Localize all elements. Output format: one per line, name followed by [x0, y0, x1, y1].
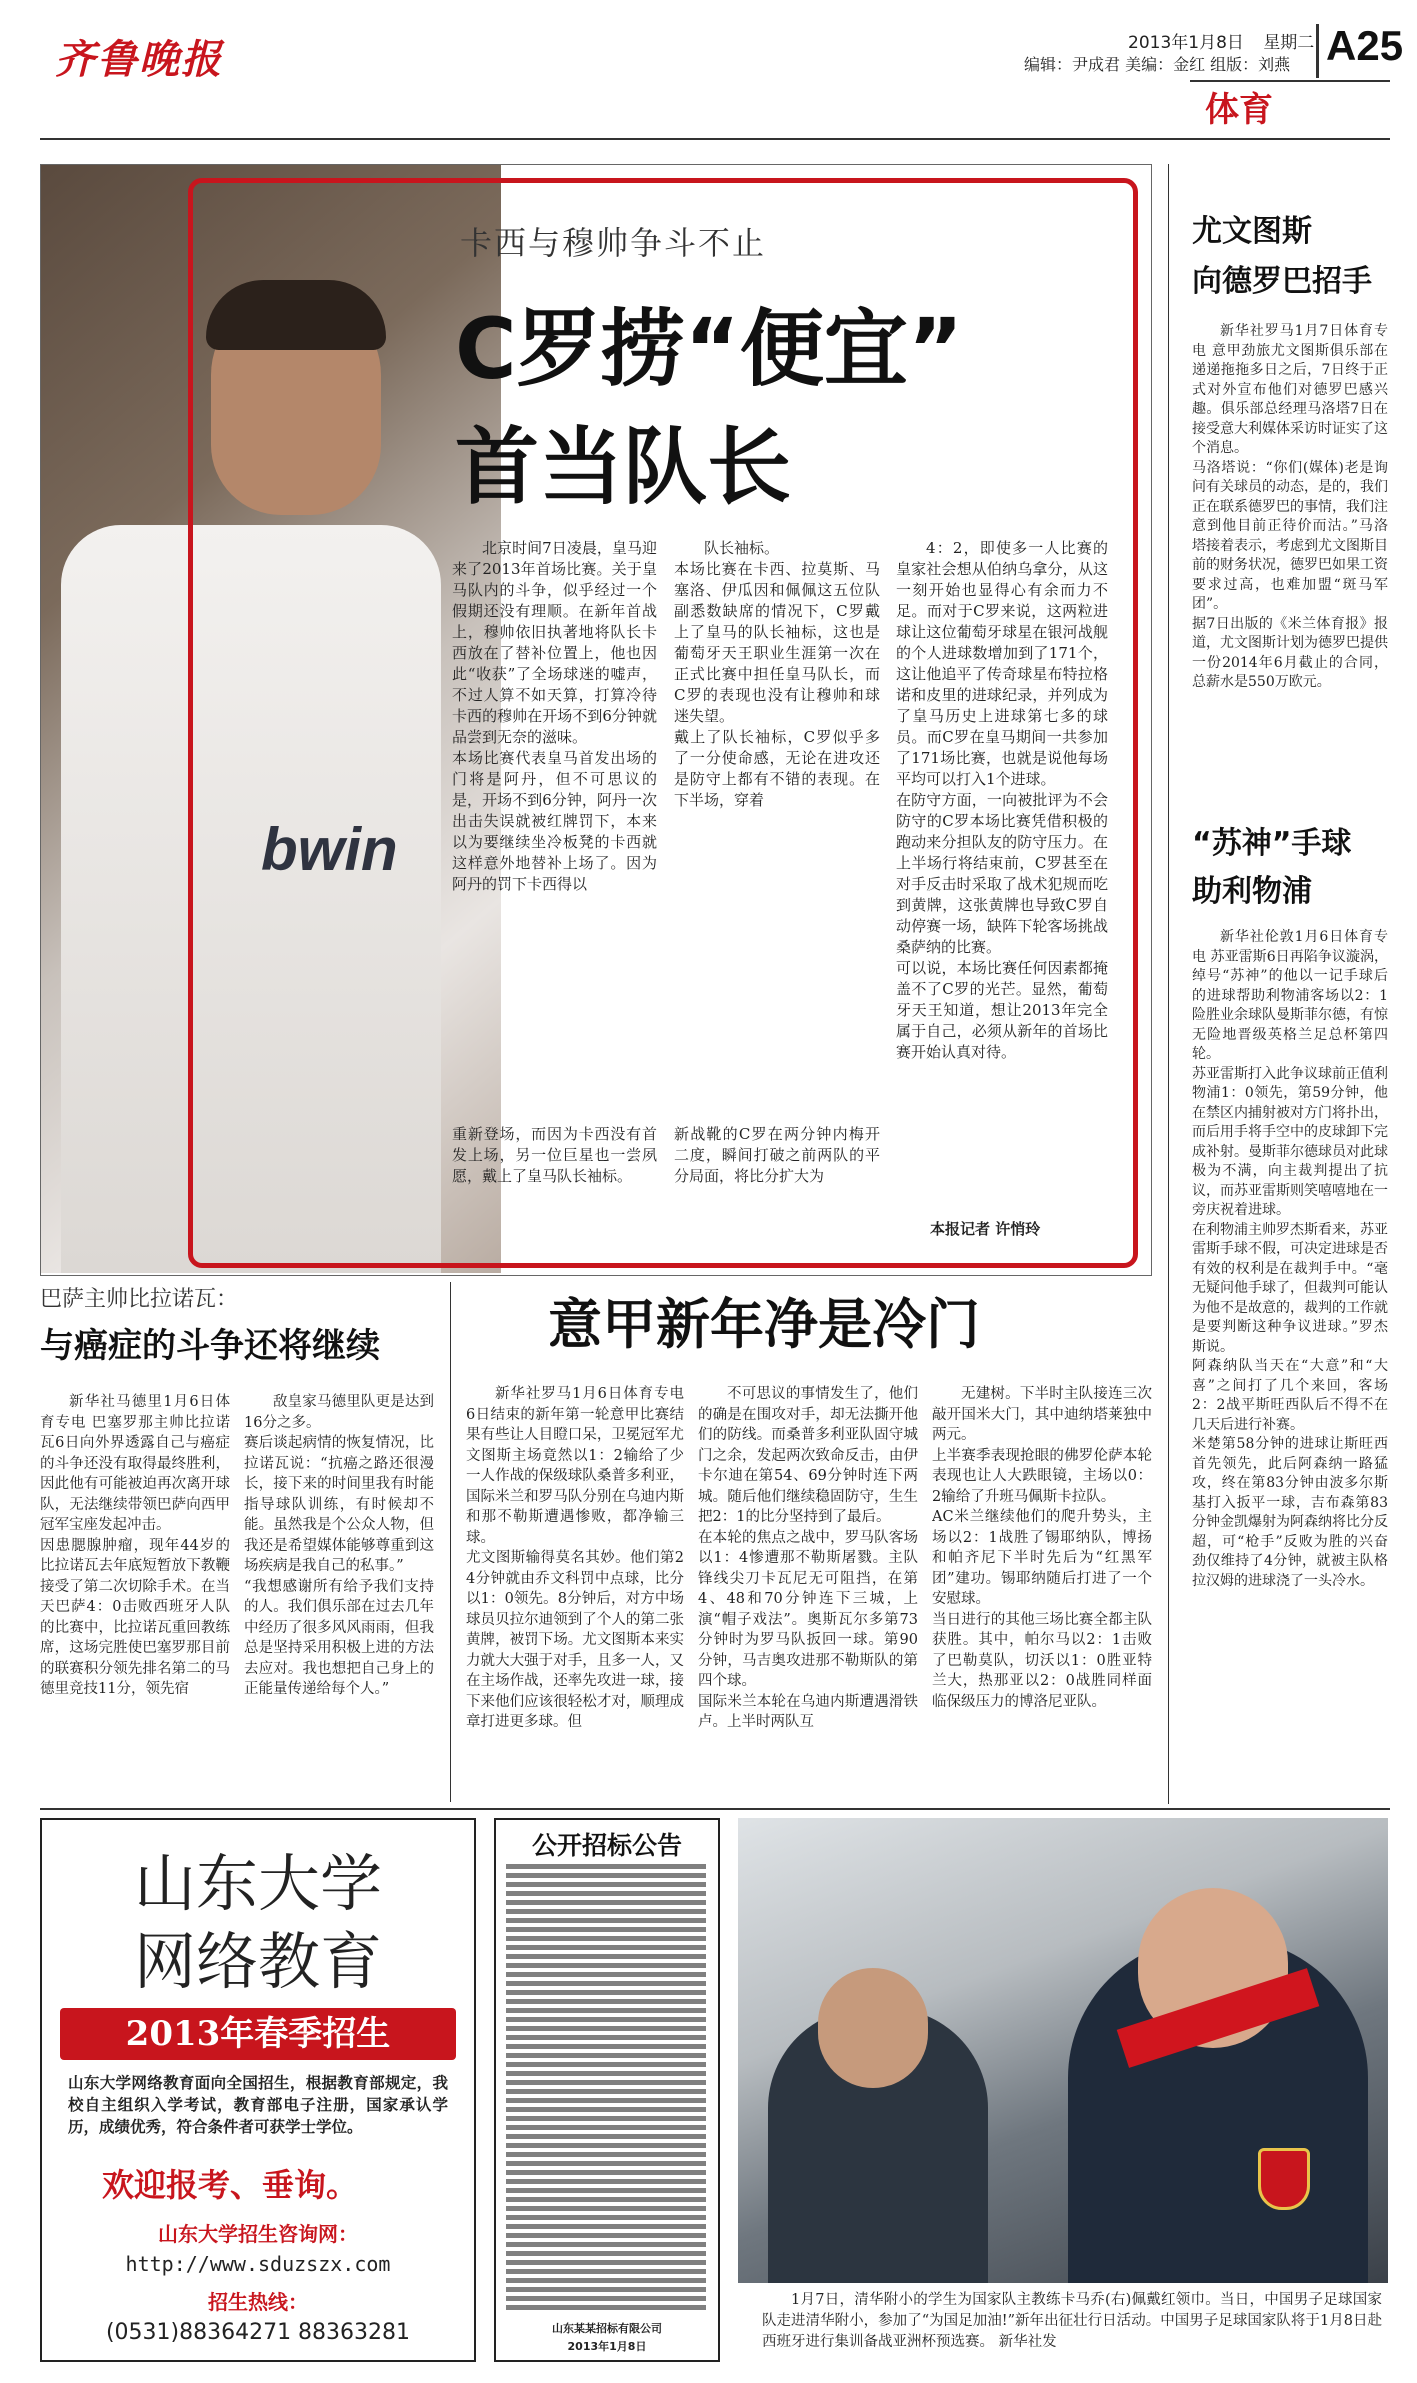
ad-title-line1: 山东大学: [133, 1847, 382, 1920]
lead-column-3: [896, 538, 1108, 1198]
bottom-section-rule: [40, 1808, 1390, 1810]
ad-site-label: 山东大学招生咨询网：: [158, 2222, 358, 2246]
section-name: 体育: [1205, 90, 1273, 130]
ad-banner: 2013年春季招生: [60, 2008, 456, 2060]
barca-column-1: [40, 1392, 230, 1790]
masthead-divider: [1316, 24, 1319, 78]
photo-caption: 1月7日，清华附小的学生为国家队主教练卡马乔(右)佩戴红领巾。当日，中国男子足球国家队走进清华附小，参加了“为国足加油!”新年出征壮行日活动。中国男子足球国家队将于1月8日赴西班牙进行集训备战亚洲杯预选赛。 新华社发: [762, 2292, 1382, 2350]
page-number: A25: [1326, 22, 1404, 69]
lead-column-2-bottom: [674, 1124, 880, 1249]
sidebar-liverpool-body: [1192, 928, 1388, 1798]
university-ad: [40, 1818, 476, 2362]
lead-col2-text: 队长袖标。 本场比赛在卡西、拉莫斯、马塞洛、伊瓜因和佩佩这五位队副悉数缺席的情况下，C罗戴上了皇马的队长袖标，这也是葡萄牙天王职业生涯第一次在正式比赛中担任皇马队长，而C罗的表现也没有让穆帅和球迷失望。 戴上了队长袖标，C罗似乎多了一分使命感，无论在进攻还是防守上都有不错的表现。在下半场，穿着: [674, 539, 880, 809]
sidebar-liverpool-headline-1: “苏神”手球: [1192, 826, 1352, 861]
camacho-photo: [738, 1818, 1388, 2283]
serie-a-col2-text: 不可思议的事情发生了，他们的确是在围攻对手，却无法撕开他们的防线。而桑普多利亚队固守城门之余，发起两次致命反击，由伊卡尔迪在第54、69分钟时连下两城。随后他们继续稳固防守，生生把2：1的比分坚持到了最后。 在本轮的焦点之战中，罗马队客场以1：4惨遭那不勒斯屠戮。主队锋线尖刀卡瓦尼无可阻挡，在第4、48和70分钟连下三城，上演“帽子戏法”。奥斯瓦尔多第73分钟时为罗马队扳回一球。第90分钟，马吉奥攻进那不勒斯队的第四个球。 国际米兰本轮在乌迪内斯遭遇滑铁卢。上半时两队互: [698, 1386, 918, 1730]
sponsor-logo: bwin: [261, 816, 398, 883]
masthead: [0, 0, 1417, 160]
lead-kicker: 卡西与穆帅争斗不止: [460, 224, 767, 262]
lead-col1b-text: 重新登场，而因为卡西没有首发上场，另一位巨星也一尝夙愿，戴上了皇马队长袖标。: [452, 1125, 657, 1185]
tender-footer: 山东某某招标有限公司: [552, 2322, 662, 2335]
tender-date: 2013年1月8日: [567, 2340, 647, 2353]
barca-col2-text: 敌皇家马德里队更是达到16分之多。 赛后谈起病情的恢复情况，比拉诺瓦说：“抗癌之路还很漫长，接下来的时间里我有时能指导球队训练，有时候却不能。虽然我是个公众人物，但我还是希望媒体能够尊重到这场疾病是我自己的私事。” “我想感谢所有给予我们支持的人。我们俱乐部在过去几年中经历了很多风风雨雨，但我总是坚持采用积极上进的方法去应对。我也想把自己身上的正能量传递给每个人。”: [244, 1394, 434, 1697]
issue-weekday: 星期二: [1263, 33, 1315, 53]
newspaper-logo: 齐鲁晚报: [55, 36, 223, 83]
serie-a-col3-text: 无建树。下半时主队接连三次敲开国米大门，其中迪纳塔莱独中两元。 上半赛季表现抢眼的佛罗伦萨本轮表现也让人大跌眼镜，主场以0：2输给了升班马佩斯卡拉队。 AC米兰继续他们的爬升势头，主场以2：1战胜了锡耶纳队，博扬和帕齐尼下半时先后为“红黑军团”建功。锡耶纳随后打进了一个安慰球。 当日进行的其他三场比赛全都主队获胜。其中，帕尔马以2：1击败了巴勒莫队，切沃以1：0胜亚特兰大，热那亚以2：0战胜同样面临保级压力的博洛尼亚队。: [932, 1386, 1152, 1710]
serie-a-column-1: [466, 1384, 684, 1794]
tender-notice: [494, 1818, 720, 2362]
ad-title-line2: 网络教育: [133, 1925, 382, 1998]
team-badge: [1258, 2148, 1310, 2210]
lead-column-1: [452, 538, 657, 938]
ad-hotline-label: 招生热线：: [208, 2290, 308, 2314]
tender-title: 公开招标公告: [531, 1831, 682, 1860]
lead-headline-line2: 首当队长: [455, 418, 792, 516]
sidebar-juventus-headline-2: 向德罗巴招手: [1192, 264, 1372, 299]
serie-a-headline: 意甲新年净是冷门: [548, 1293, 980, 1356]
tender-body-fine-print: [506, 1864, 706, 2314]
lead-headline-line1: C罗捞“便宜”: [455, 300, 964, 398]
ad-phone: (0531)88364271 88363281: [105, 2320, 411, 2345]
lead-col2b-text: 新战靴的C罗在两分钟内梅开二度，瞬间打破之前两队的平分局面，将比分扩大为: [674, 1125, 880, 1185]
sidebar-juventus-headline-1: 尤文图斯: [1192, 214, 1312, 249]
ad-description: 山东大学网络教育面向全国招生，根据教育部规定，我校自主组织入学考试，教育部电子注册，国家承认学历，成绩优秀，符合条件者可获学士学位。: [68, 2074, 448, 2136]
lead-byline: 本报记者 许悄玲: [930, 1220, 1041, 1238]
top-rule: [40, 138, 1390, 140]
lead-col1-text: 北京时间7日凌晨，皇马迎来了2013年首场比赛。关于皇马队内的斗争，似乎经过一个假期还没有理顺。在新年首战上，穆帅依旧执著地将队长卡西放在了替补位置上，他也因此“收获”了全场球迷的嘘声，不过人算不如天算，打算冷待卡西的穆帅在开场不到6分钟就品尝到无奈的滋味。 本场比赛代表皇马首发出场的门将是阿丹，但不可思议的是，开场不到6分钟，阿丹一次出击失误就被红牌罚下，本来以为要继续坐冷板凳的卡西就这样意外地替补上场了。因为阿丹的罚下卡西得以: [452, 539, 657, 893]
barca-column-2: [244, 1392, 434, 1790]
sidebar-liverpool-headline-2: 助利物浦: [1192, 874, 1312, 909]
lead-col3-text: 4：2，即使多一人比赛的皇家社会想从伯纳乌拿分，从这一刻开始也显得心有余而力不足。而对于C罗来说，这两粒进球让这位葡萄牙球星在银河战舰的个人进球数增加到了171个，这让他追平了传奇球星布特拉格诺和皮里的进球纪录，并列成为了皇马历史上进球第七多的球员。而C罗在皇马期间一共参加了171场比赛，也就是说他每场平均可以打入1个进球。 在防守方面，一向被批评为不会防守的C罗本场比赛凭借积极的跑动来分担队友的防守压力。在上半场行将结束前，C罗甚至在对手反击时采取了战术犯规而吃到黄牌，这张黄牌也导致C罗自动停赛一场，缺阵下轮客场挑战桑萨纳的比赛。 可以说，本场比赛任何因素都掩盖不了C罗的光芒。显然，葡萄牙天王知道，想让2013年完全属于自己，必须从新年的首场比赛开始认真对待。: [896, 539, 1108, 1061]
sidebar-juventus-text: 新华社罗马1月7日体育专电 意甲劲旅尤文图斯俱乐部在递递拖拖多日之后，7日终于正式对外宣布他们对德罗巴感兴趣。俱乐部总经理马洛塔7日在接受意大利媒体采访时证实了这个消息。 马洛塔说：“你们(媒体)老是询问有关球员的动态，是的，我们正在联系德罗巴的事情，我们注意到他目前正待价而沽。”马洛塔接着表示，考虑到尤文图斯目前的财务状况，德罗巴如果工资要求过高，也难加盟“斑马军团”。 据7日出版的《米兰体育报》报道，尤文图斯计划为德罗巴提供一份2014年6月截止的合同，总薪水是550万欧元。: [1192, 323, 1388, 690]
barca-kicker: 巴萨主帅比拉诺瓦：: [40, 1287, 239, 1312]
barca-divider: [450, 1282, 451, 1802]
serie-a-column-3: [932, 1384, 1152, 1794]
ad-url[interactable]: http://www.sduzszx.com: [125, 2252, 391, 2276]
issue-date: 2013年1月8日: [1128, 33, 1244, 53]
barca-col1-text: 新华社马德里1月6日体育专电 巴塞罗那主帅比拉诺瓦6日向外界透露自己与癌症的斗争还没有取得最终胜利，因此他有可能被迫再次离开球队，无法继续带领巴萨向西甲冠军宝座发起冲击。 因患腮腺肿瘤，现年44岁的比拉诺瓦去年底短暂放下教鞭接受了第二次切除手术。在当天巴萨4：0击败西班牙人队的比赛中，比拉诺瓦重回教练席，这场完胜使巴塞罗那目前的联赛积分领先排名第二的马德里竞技11分，领先宿: [40, 1394, 230, 1697]
lead-column-1-bottom: [452, 1124, 657, 1249]
ad-slogan: 欢迎报考、垂询。: [102, 2166, 359, 2204]
sidebar-liverpool-text: 新华社伦敦1月6日体育专电 苏亚雷斯6日再陷争议漩涡，绰号“苏神”的他以一记手球后的进球帮助利物浦客场以2：1险胜业余球队曼斯菲尔德，有惊无险地晋级英格兰足总杯第四轮。 苏亚雷斯打入此争议球前正值利物浦1：0领先，第59分钟，他在禁区内捕射被对方门将扑出，而后用手将手空中的皮球卸下完成补射。曼斯菲尔德球员对此球极为不满，向主裁判提出了抗议，而苏亚雷斯则笑嘻嘻地在一旁庆祝着进球。 在利物浦主帅罗杰斯看来，苏亚雷斯手球不假，可决定进球是否有效的权利是在裁判手中。“毫无疑问他手球了，但裁判可能认为他不是故意的，裁判的工作就是要判断这种争议进球。”罗杰斯说。 阿森纳队当天在“大意”和“大喜”之间打了几个来回，客场2：2战平斯旺西队后不得不在几天后进行补赛。 米楚第58分钟的进球让斯旺西首先领先，此后阿森纳一路猛攻，终在第83分钟由波多尔斯基打入扳平一球，吉布森第83分钟金凯爆射为阿森纳将比分反超，可“枪手”反败为胜的兴奋劲仅维持了4分钟，就被主队格拉汉姆的进球浇了一头冷水。: [1192, 929, 1388, 1589]
lead-column-2: [674, 538, 880, 878]
serie-a-column-2: [698, 1384, 918, 1794]
student-head: [818, 1968, 928, 2088]
sidebar-divider: [1168, 164, 1169, 1804]
barca-headline: 与癌症的斗争还将继续: [40, 1326, 380, 1366]
editor-credits: 编辑：尹成君 美编：金红 组版：刘燕: [1024, 55, 1291, 74]
sidebar-juventus-body: [1192, 322, 1388, 792]
serie-a-col1-text: 新华社罗马1月6日体育专电 6日结束的新年第一轮意甲比赛结果有些让人目瞪口呆，卫冕冠军尤文图斯主场竟然以1：2输给了少一人作战的保级球队桑普多利亚，国际米兰和罗马队分别在乌迪内斯和那不勒斯遭遇惨败，都净输三球。 尤文图斯输得莫名其妙。他们第24分钟就由乔文科罚中点球，比分以1：0领先。8分钟后，对方中场球员贝拉尔迪领到了个人的第二张黄牌，被罚下场。尤文图斯本来实力就大大强于对手，且多一人，又在主场作战，还率先攻进一球，接下来他们应该很轻松才对，顺理成章打进更多球。但: [466, 1386, 684, 1730]
